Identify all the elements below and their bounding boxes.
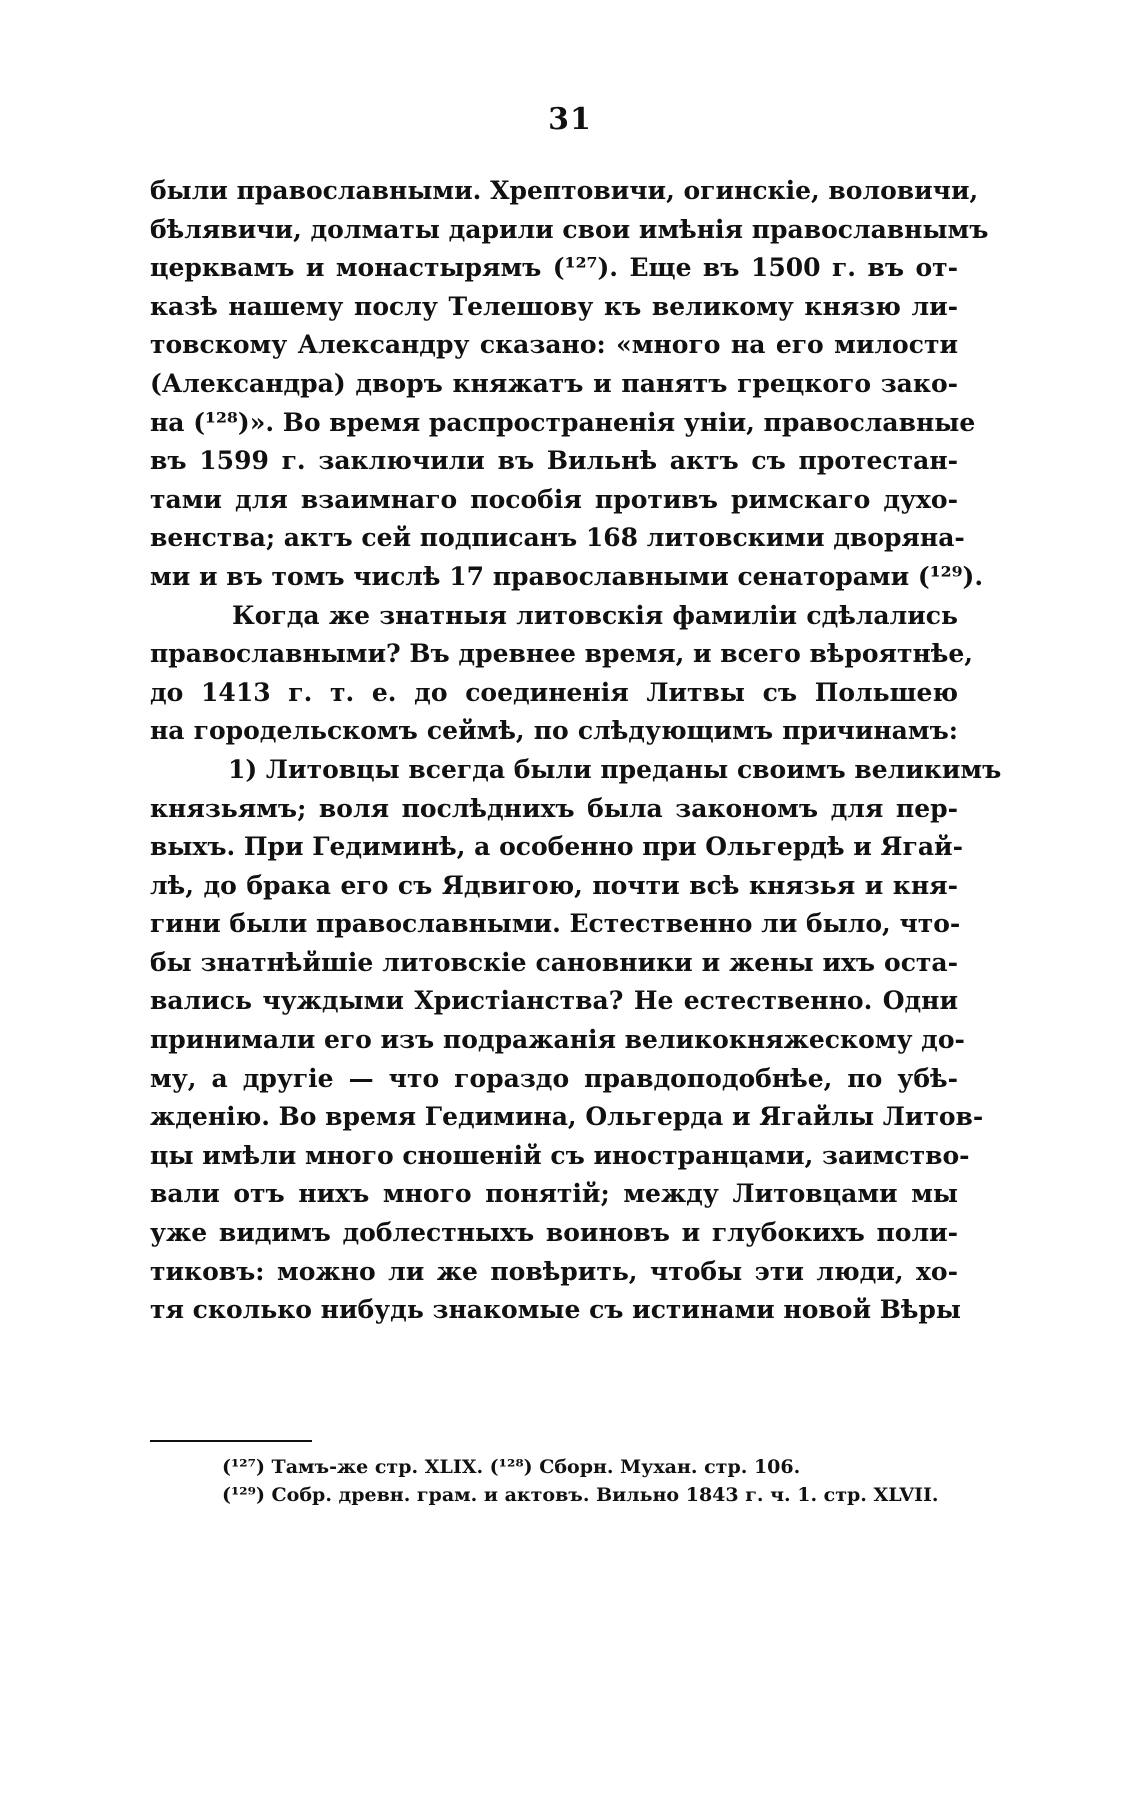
body-text bbox=[150, 172, 1002, 1330]
text-line: тиковъ: можно ли же повѣрить, чтобы эти люди, хо- bbox=[150, 1256, 958, 1286]
text-line: на (¹²⁸)». Во время распространенія уніи, православные bbox=[150, 407, 976, 437]
text-line: принимали его изъ подражанія великокняжескому до- bbox=[150, 1025, 965, 1055]
text-line: до 1413 г. т. е. до соединенія Литвы съ Польшею bbox=[150, 677, 958, 707]
text-line: вали отъ нихъ много понятій; между Литовцами мы bbox=[150, 1179, 958, 1209]
footnote-divider bbox=[150, 1440, 312, 1442]
text-line: Когда же знатныя литовскія фамиліи сдѣлались bbox=[232, 600, 958, 630]
text-line: тя сколько нибудь знакомые съ истинами новой Вѣры bbox=[150, 1295, 961, 1325]
text-line: бѣлявичи, долматы дарили свои имѣнія православнымъ bbox=[150, 214, 989, 244]
text-line: венства; актъ сей подписанъ 168 литовскими дворяна- bbox=[150, 523, 965, 553]
text-line: ми и въ томъ числѣ 17 православными сенаторами (¹²⁹). bbox=[150, 561, 984, 591]
paragraph bbox=[150, 172, 989, 597]
paragraph bbox=[150, 597, 973, 751]
page-number: 31 bbox=[548, 102, 592, 137]
text-line: были православными. Хрептовичи, огинскіе, воловичи, bbox=[150, 176, 979, 205]
footnotes bbox=[222, 1453, 939, 1509]
text-line: му, а другіе — что гораздо правдоподобнѣе, по убѣ- bbox=[150, 1063, 958, 1093]
footnote: (¹²⁹) Собр. древн. грам. и актовъ. Вильно 1843 г. ч. 1. стр. XLVII. bbox=[222, 1484, 939, 1506]
text-line: лѣ, до брака его съ Ядвигою, почти всѣ князья и кня- bbox=[150, 870, 958, 900]
text-line: бы знатнѣйшіе литовскіе сановники и жены ихъ оста- bbox=[150, 947, 958, 977]
text-line: 1) Литовцы всегда были преданы своимъ великимъ bbox=[228, 754, 1002, 784]
text-line: князьямъ; воля послѣднихъ была закономъ для пер- bbox=[150, 793, 958, 823]
text-line: уже видимъ доблестныхъ воиновъ и глубокихъ поли- bbox=[150, 1218, 958, 1248]
text-line: вались чуждыми Христіанства? Не естественно. Одни bbox=[150, 986, 958, 1016]
text-line: на городельскомъ сеймѣ, по слѣдующимъ причинамъ: bbox=[150, 716, 958, 746]
text-line: православными? Въ древнее время, и всего вѣроятнѣе, bbox=[150, 639, 973, 669]
text-line: церквамъ и монастырямъ (¹²⁷). Еще въ 1500 г. въ от- bbox=[150, 253, 958, 283]
text-line: въ 1599 г. заключили въ Вильнѣ актъ съ протестан- bbox=[150, 446, 958, 476]
text-line: (Александра) дворъ княжатъ и панятъ грецкого зако- bbox=[150, 368, 958, 398]
paragraph bbox=[150, 751, 1002, 1330]
footnote: (¹²⁷) Тамъ-же стр. XLIX. (¹²⁸) Сборн. Мухан. стр. 106. bbox=[222, 1456, 801, 1478]
text-line: гини были православными. Естественно ли было, что- bbox=[150, 909, 961, 939]
text-line: выхъ. При Гедиминѣ, а особенно при Ольгердѣ и Ягай- bbox=[150, 832, 963, 862]
text-line: жденію. Во время Гедимина, Ольгерда и Ягайлы Литов- bbox=[150, 1102, 984, 1132]
text-line: казѣ нашему послу Телешову къ великому князю ли- bbox=[150, 291, 958, 321]
text-line: цы имѣли много сношеній съ иностранцами, заимство- bbox=[150, 1140, 970, 1170]
text-line: товскому Александру сказано: «много на его милости bbox=[150, 330, 958, 360]
text-line: тами для взаимнаго пособія противъ римскаго духо- bbox=[150, 484, 958, 514]
